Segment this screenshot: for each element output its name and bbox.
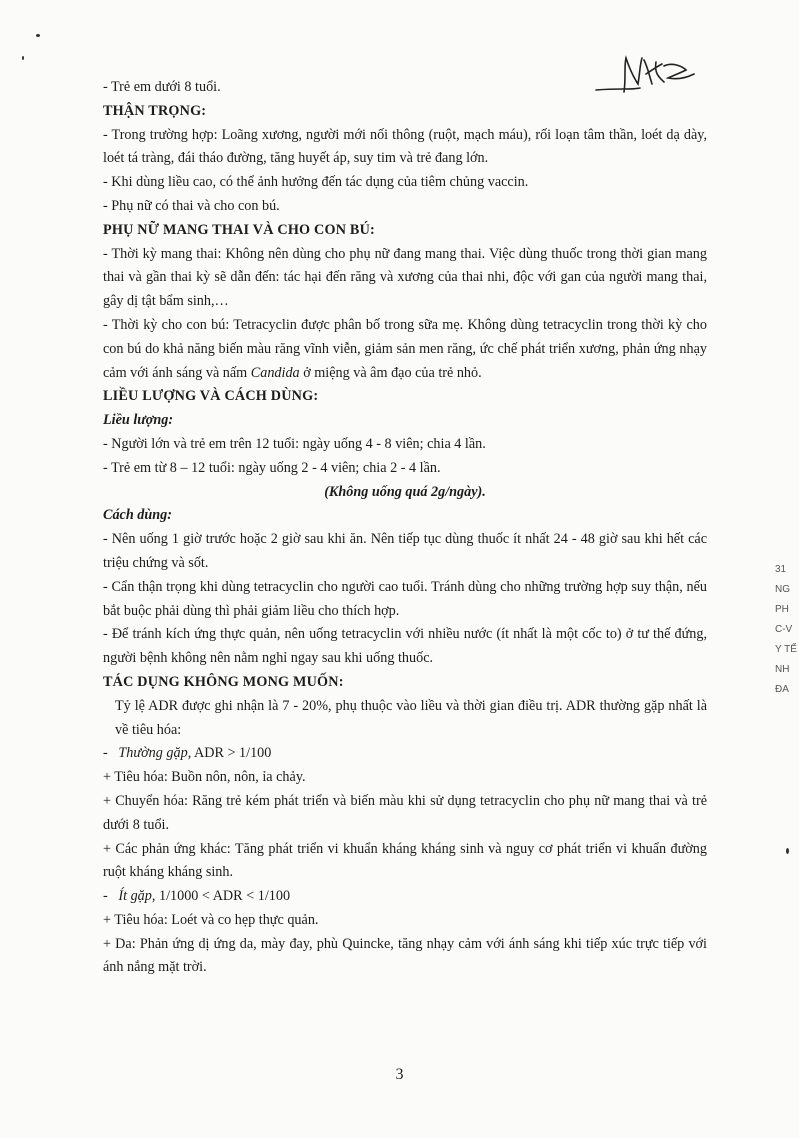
bullet-dash: - <box>103 745 119 762</box>
page-number: 3 <box>395 1066 404 1083</box>
paragraph: - Người lớn và trẻ em trên 12 tuổi: ngày uống 4 - 8 viên; chia 4 lần. <box>103 435 486 452</box>
paragraph: - Trẻ em dưới 8 tuổi. <box>103 79 221 95</box>
frequency-range: , 1/1000 < ADR < 1/100 <box>151 888 291 905</box>
paragraph: - Khi dùng liều cao, có thể ảnh hưởng đến tác dụng của tiêm chủng vaccin. <box>103 174 529 191</box>
frequency-label: Ít gặp <box>118 888 152 905</box>
frequency-label: Thường gặp <box>118 745 188 762</box>
section-heading: THẬN TRỌNG: <box>103 102 207 119</box>
stamp-text-fragment: PH <box>775 604 789 615</box>
document-body <box>103 76 707 980</box>
stamp-text-fragment: C-V <box>775 624 793 635</box>
paragraph-text: - Thời kỳ cho con bú: Tetracyclin được phân bố trong sữa mẹ. Không dùng tetracyclin trong thời kỳ cho con bú do khả năng biến màu răng vĩnh viễn, giảm sản men răng, ức chế phát triển xương, phản ứng nhạy cảm với ánh sáng và nấm <box>103 316 707 381</box>
section-heading: PHỤ NỮ MANG THAI VÀ CHO CON BÚ: <box>103 221 375 238</box>
paragraph: - Thời kỳ mang thai: Không nên dùng cho phụ nữ đang mang thai. Việc dùng thuốc trong thời gian mang thai và gần thai kỳ sẽ dẫn đến: tác hại đến răng và xương của thai nhi, độc với gan của người mang thai, gây dị tật bẩm sinh,… <box>103 245 707 310</box>
margin-stamp-fragment <box>775 560 799 700</box>
stamp-text-fragment: 31 <box>775 564 787 575</box>
subsection-heading: Liều lượng: <box>103 412 174 429</box>
bullet-dash: - <box>103 888 119 905</box>
stamp-text-fragment: NH <box>775 664 790 675</box>
scan-speck <box>786 848 789 854</box>
paragraph: + Da: Phản ứng dị ứng da, mày đay, phù Quincke, tăng nhạy cảm với ánh sáng khi tiếp xúc trực tiếp với ánh nắng mặt trời. <box>103 935 707 976</box>
paragraph: + Tiêu hóa: Loét và co hẹp thực quản. <box>103 911 319 928</box>
paragraph <box>103 314 707 385</box>
paragraph: + Chuyển hóa: Răng trẻ kém phát triển và biến màu khi sử dụng tetracyclin cho phụ nữ mang thai và trẻ dưới 8 tuổi. <box>103 792 707 833</box>
paragraph: Tỷ lệ ADR được ghi nhận là 7 - 20%, phụ thuộc vào liều và thời gian điều trị. ADR thường gặp nhất là về tiêu hóa: <box>115 697 707 738</box>
frequency-heading <box>103 885 707 909</box>
frequency-range: , ADR > 1/100 <box>187 745 272 762</box>
dosage-note: (Không uống quá 2g/ngày). <box>324 483 486 500</box>
stamp-text-fragment: NG <box>775 584 790 595</box>
section-heading: TÁC DỤNG KHÔNG MONG MUỐN: <box>103 673 344 690</box>
paragraph: - Cẩn thận trọng khi dùng tetracyclin cho người cao tuổi. Tránh dùng cho những trường hợp suy thận, nếu bắt buộc phải dùng thì phải giảm liều cho thích hợp. <box>103 578 707 619</box>
italic-term: Candida <box>250 364 300 381</box>
paragraph: + Tiêu hóa: Buồn nôn, nôn, ỉa chảy. <box>103 769 306 786</box>
paragraph: + Các phản ứng khác: Tăng phát triển vi khuẩn kháng kháng sinh và nguy cơ phát triển vi khuẩn đường ruột kháng kháng sinh. <box>103 840 707 881</box>
paragraph: - Để tránh kích ứng thực quản, nên uống tetracyclin với nhiều nước (ít nhất là một cốc to) ở tư thế đứng, người bệnh không nên nằm nghỉ ngay sau khi uống thuốc. <box>103 626 707 667</box>
section-heading: LIỀU LƯỢNG VÀ CÁCH DÙNG: <box>103 388 319 405</box>
paragraph: - Trẻ em từ 8 – 12 tuổi: ngày uống 2 - 4 viên; chia 2 - 4 lần. <box>103 459 441 476</box>
paragraph: - Trong trường hợp: Loãng xương, người mới nối thông (ruột, mạch máu), rối loạn tâm thần, loét dạ dày, loét tá tràng, đái tháo đường, tăng huyết áp, suy tim và trẻ đang lớn. <box>103 126 707 167</box>
paragraph: - Phụ nữ có thai và cho con bú. <box>103 197 280 214</box>
stamp-text-fragment: Y TẾ <box>775 644 797 655</box>
scan-speck <box>22 56 24 60</box>
paragraph: - Nên uống 1 giờ trước hoặc 2 giờ sau khi ăn. Nên tiếp tục dùng thuốc ít nhất 24 - 48 giờ sau khi hết các triệu chứng và sốt. <box>103 531 707 571</box>
scan-speck <box>36 34 40 37</box>
paragraph-text: ở miệng và âm đạo của trẻ nhỏ. <box>299 364 482 381</box>
subsection-heading: Cách dùng: <box>103 507 172 524</box>
stamp-text-fragment: ĐA <box>775 684 789 695</box>
frequency-heading <box>103 742 707 766</box>
